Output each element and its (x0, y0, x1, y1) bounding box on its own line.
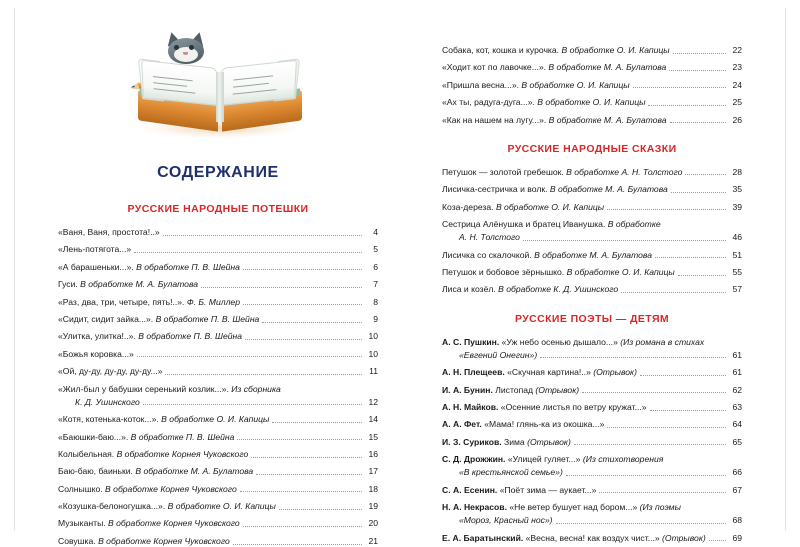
toc-page-number: 11 (369, 366, 378, 377)
dot-leader (669, 69, 726, 71)
toc-entry[interactable] (442, 96, 742, 108)
toc-entry-text: Баю-баю, баиньки. В обработке М. А. Булатова (58, 466, 254, 477)
section-heading-poety: РУССКИЕ ПОЭТЫ — ДЕТЯМ (514, 312, 670, 325)
toc-entry-text: «Котя, котенька-коток...». В обработке О. И. Капицы (58, 414, 270, 425)
toc-page-number: 23 (732, 62, 742, 73)
toc-entry-text: А. Н. Майков. «Осенние листья по ветру кружат...» (442, 401, 647, 412)
toc-entry-text: «А барашеньки...». В обработке П. В. Шейна (58, 261, 240, 272)
toc-page-number: 5 (373, 244, 378, 255)
dot-leader (143, 403, 362, 405)
toc-entry[interactable] (442, 283, 742, 295)
open-book-with-cat-and-pencil-illustration (128, 32, 308, 144)
dot-leader (685, 173, 726, 175)
toc-entry-text: Собака, кот, кошка и курочка. В обработке О. И. Капицы (442, 45, 670, 55)
dot-leader (599, 491, 726, 493)
toc-entry-text: «Ваня, Ваня, простота!..» (58, 227, 160, 237)
right-column (400, 0, 800, 543)
toc-entry[interactable] (442, 401, 742, 413)
toc-page-number: 22 (732, 45, 742, 55)
toc-page-number: 69 (732, 532, 742, 543)
toc-entry[interactable] (58, 413, 378, 425)
toc-page-number: 16 (368, 448, 378, 459)
toc-page-number: 63 (732, 401, 742, 412)
toc-page-number: 9 (373, 313, 378, 324)
toc-entry[interactable] (442, 266, 742, 278)
dot-leader (165, 373, 362, 375)
dot-leader (621, 291, 726, 293)
toc-entry[interactable] (58, 535, 378, 547)
toc-entry-text: Лисичка со скалочкой. В обработке М. А. Булатова (442, 249, 652, 260)
toc-entry[interactable] (58, 296, 378, 308)
toc-entry-text: Е. А. Баратынский. «Весна, весна! как воздух чист...» (Отрывок) (442, 532, 706, 543)
cat-eye-right (189, 45, 194, 50)
dot-leader (607, 208, 726, 210)
toc-page-number: 39 (732, 201, 742, 212)
toc-entry[interactable] (442, 201, 742, 213)
toc-entry-text: Н. А. Некрасов. «Не ветер бушует над бором...» (Из поэмы (442, 502, 681, 513)
dot-leader (566, 474, 726, 476)
dot-leader (240, 490, 362, 492)
toc-entry-text: Колыбельная. В обработке Корнея Чуковского (58, 448, 249, 459)
cat-nose (183, 52, 188, 55)
toc-entry-text: «Ах ты, радуга-дуга...». В обработке О. И. Капицы (442, 97, 646, 108)
toc-page-number: 10 (368, 331, 378, 342)
dot-leader (709, 539, 726, 541)
toc-page-number: 55 (732, 266, 742, 277)
toc-entry[interactable] (442, 418, 742, 430)
dot-leader (233, 543, 362, 545)
toc-entry-text: С. А. Есенин. «Поёт зима — аукает...» (442, 484, 597, 495)
toc-entry-text: И. А. Бунин. Листопад (Отрывок) (442, 384, 580, 395)
dot-leader (201, 286, 362, 288)
dot-leader (574, 443, 726, 445)
dot-leader (134, 251, 362, 253)
toc-entry[interactable] (442, 218, 742, 243)
toc-entry[interactable] (442, 484, 742, 496)
toc-page-number: 6 (373, 261, 378, 272)
book-spine (216, 72, 224, 122)
dot-leader (633, 86, 726, 88)
toc-page-number: 21 (368, 535, 378, 546)
section-heading-potesh: РУССКИЕ НАРОДНЫЕ ПОТЕШКИ (127, 203, 309, 215)
toc-entry[interactable] (442, 336, 742, 361)
toc-entry[interactable] (58, 330, 378, 342)
cat-eye-left (174, 45, 179, 50)
toc-entry[interactable] (58, 365, 378, 377)
toc-list-skazki (442, 166, 742, 296)
toc-entry-text: «Сидит, сидит зайка...». В обработке П. В. Шейна (58, 313, 260, 324)
dot-leader (582, 391, 726, 393)
toc-entry-text: «Лень-потягота...» (58, 244, 132, 255)
dot-leader (272, 421, 362, 423)
dot-leader (251, 456, 362, 458)
dot-leader (607, 426, 726, 428)
toc-page-number: 35 (732, 184, 742, 195)
toc-entry[interactable] (442, 183, 742, 195)
toc-page-number: 61 (732, 349, 742, 360)
dot-leader (673, 52, 726, 54)
toc-page-number: 12 (368, 396, 378, 407)
toc-entry-text: Петушок и бобовое зёрнышко. В обработке О. И. Капицы (442, 266, 675, 277)
toc-entry[interactable] (58, 243, 378, 255)
dot-leader (243, 268, 362, 270)
toc-page-number: 57 (732, 284, 742, 295)
toc-entry[interactable] (58, 278, 378, 290)
toc-entry[interactable] (442, 79, 742, 91)
toc-entry-text: «Ой, ду-ду, ду-ду, ду-ду...» (58, 366, 163, 377)
cat-icon (164, 32, 208, 66)
toc-entry-text: «Улитка, улитка!..». В обработке П. В. Шейна (58, 331, 243, 342)
toc-entry-continuation: А. Н. Толстого (459, 232, 520, 243)
toc-page-number: 62 (732, 384, 742, 395)
toc-list-potesh-right (442, 44, 742, 126)
dot-leader (279, 508, 362, 510)
toc-entry[interactable] (442, 61, 742, 73)
toc-page-number: 17 (368, 466, 378, 477)
toc-entry-continuation: «В крестьянской семье») (459, 467, 563, 478)
toc-entry[interactable] (442, 114, 742, 126)
toc-page-number: 10 (368, 348, 378, 359)
dot-leader (256, 473, 362, 475)
toc-entry[interactable] (58, 448, 378, 460)
toc-list-poety (442, 336, 742, 544)
left-column (0, 0, 400, 546)
dot-leader (243, 303, 362, 305)
toc-page-number: 24 (732, 79, 742, 90)
toc-entry[interactable] (58, 348, 378, 360)
dot-leader (245, 338, 362, 340)
dot-leader (678, 274, 726, 276)
toc-page-number: 7 (373, 279, 378, 290)
toc-page-number: 64 (732, 419, 742, 430)
toc-entry-text: Лиса и козёл. В обработке К. Д. Ушинского (442, 284, 619, 295)
toc-page-number: 26 (732, 114, 742, 125)
toc-page-number: 28 (732, 166, 742, 177)
toc-entry-text: Коза-дереза. В обработке О. И. Капицы (442, 201, 605, 212)
section-heading-skazki: РУССКИЕ НАРОДНЫЕ СКАЗКИ (507, 142, 677, 155)
dot-leader (237, 438, 362, 440)
dot-leader (655, 256, 726, 258)
toc-entry[interactable] (58, 517, 378, 529)
book-page-left (141, 60, 219, 106)
toc-entry-text: Солнышко. В обработке Корнея Чуковского (58, 483, 237, 494)
toc-page-number: 67 (732, 484, 742, 495)
toc-list-potesh-left (58, 226, 378, 547)
toc-entry-text: С. Д. Дрожжин. «Улицей гуляет...» (Из стихотворения (442, 454, 664, 465)
toc-page-number: 8 (373, 296, 378, 307)
toc-entry[interactable] (58, 383, 378, 408)
toc-entry[interactable] (442, 453, 742, 478)
toc-entry[interactable] (58, 500, 378, 512)
dot-leader (670, 121, 726, 123)
toc-entry[interactable] (442, 384, 742, 396)
toc-entry[interactable] (58, 226, 378, 238)
toc-entry-text: Музыканты. В обработке Корнея Чуковского (58, 518, 240, 529)
toc-page-number: 65 (732, 436, 742, 447)
toc-entry-continuation: К. Д. Ушинского (75, 396, 140, 407)
toc-entry[interactable] (442, 166, 742, 178)
toc-entry-text: Гуси. В обработке М. А. Булатова (58, 279, 199, 290)
dot-leader (523, 239, 726, 241)
dot-leader (243, 525, 362, 527)
toc-entry[interactable] (58, 465, 378, 477)
toc-entry[interactable] (442, 436, 742, 448)
toc-page-number: 51 (732, 249, 742, 260)
toc-entry[interactable] (442, 249, 742, 261)
toc-entry-text: «Баюшки-баю...». В обработке П. В. Шейна (58, 431, 235, 442)
toc-page-number: 66 (732, 467, 742, 478)
dot-leader (556, 522, 726, 524)
toc-entry-text: «Раз, два, три, четыре, пять!..». Ф. Б. Миллер (58, 296, 240, 307)
toc-entry-text: «Пришла весна...». В обработке О. И. Капицы (442, 79, 630, 90)
dot-leader (671, 191, 726, 193)
toc-page-number: 68 (732, 515, 742, 526)
toc-entry-text: «Божья коровка...» (58, 348, 134, 359)
toc-page-number: 46 (732, 232, 742, 243)
toc-entry[interactable] (58, 313, 378, 325)
dot-leader (540, 356, 726, 358)
page-title: СОДЕРЖАНИЕ (157, 164, 279, 181)
toc-entry-text: И. З. Суриков. Зима (Отрывок) (442, 436, 571, 447)
open-book-icon (138, 58, 302, 132)
toc-entry-text: Сестрица Алёнушка и братец Иванушка. В обработке (442, 218, 661, 229)
toc-entry-text: Петушок — золотой гребешок. В обработке А. Н. Толстого (442, 166, 683, 177)
toc-entry-text: «Козушка-белоногушка...». В обработке О. И. Капицы (58, 501, 276, 512)
toc-entry-text: Совушка. В обработке Корнея Чуковского (58, 535, 230, 546)
toc-page-number: 18 (368, 483, 378, 494)
toc-page-number: 4 (373, 227, 378, 237)
toc-page-number: 19 (368, 501, 378, 512)
toc-entry-text: «Как на нашем на лугу...». В обработке М. А. Булатова (442, 114, 667, 125)
dot-leader (640, 374, 726, 376)
toc-entry-text: А. С. Пушкин. «Уж небо осенью дышало...» (Из романа в стихах (442, 336, 705, 347)
toc-page-number: 20 (368, 518, 378, 529)
dot-leader (650, 409, 726, 411)
toc-entry-continuation: «Евгений Онегин») (459, 349, 538, 360)
toc-page-number: 14 (368, 414, 378, 425)
toc-entry-continuation: «Мороз, Красный нос») (459, 515, 553, 526)
dot-leader (163, 234, 362, 236)
toc-page-number: 25 (732, 97, 742, 108)
toc-entry[interactable] (442, 366, 742, 378)
toc-page-number: 15 (368, 431, 378, 442)
toc-entry-text: А. А. Фет. «Мама! глянь-ка из окошка...» (442, 419, 605, 430)
toc-entry[interactable] (58, 431, 378, 443)
toc-entry-text: А. Н. Плещеев. «Скучная картина!..» (Отрывок) (442, 367, 637, 378)
toc-entry-text: «Ходит кот по лавочке...». В обработке М. А. Булатова (442, 62, 667, 73)
toc-entry-text: Лисичка-сестричка и волк. В обработке М. А. Булатова (442, 184, 668, 195)
toc-entry[interactable] (442, 532, 742, 544)
dot-leader (262, 321, 362, 323)
dot-leader (137, 355, 362, 357)
toc-entry[interactable] (58, 483, 378, 495)
toc-entry-text: «Жил-был у бабушки серенький козлик...». Из сборника (58, 383, 281, 394)
toc-entry[interactable] (58, 261, 378, 273)
dot-leader (648, 104, 726, 106)
toc-entry[interactable] (442, 501, 742, 526)
toc-page-number: 61 (732, 367, 742, 378)
toc-entry[interactable] (442, 44, 742, 56)
